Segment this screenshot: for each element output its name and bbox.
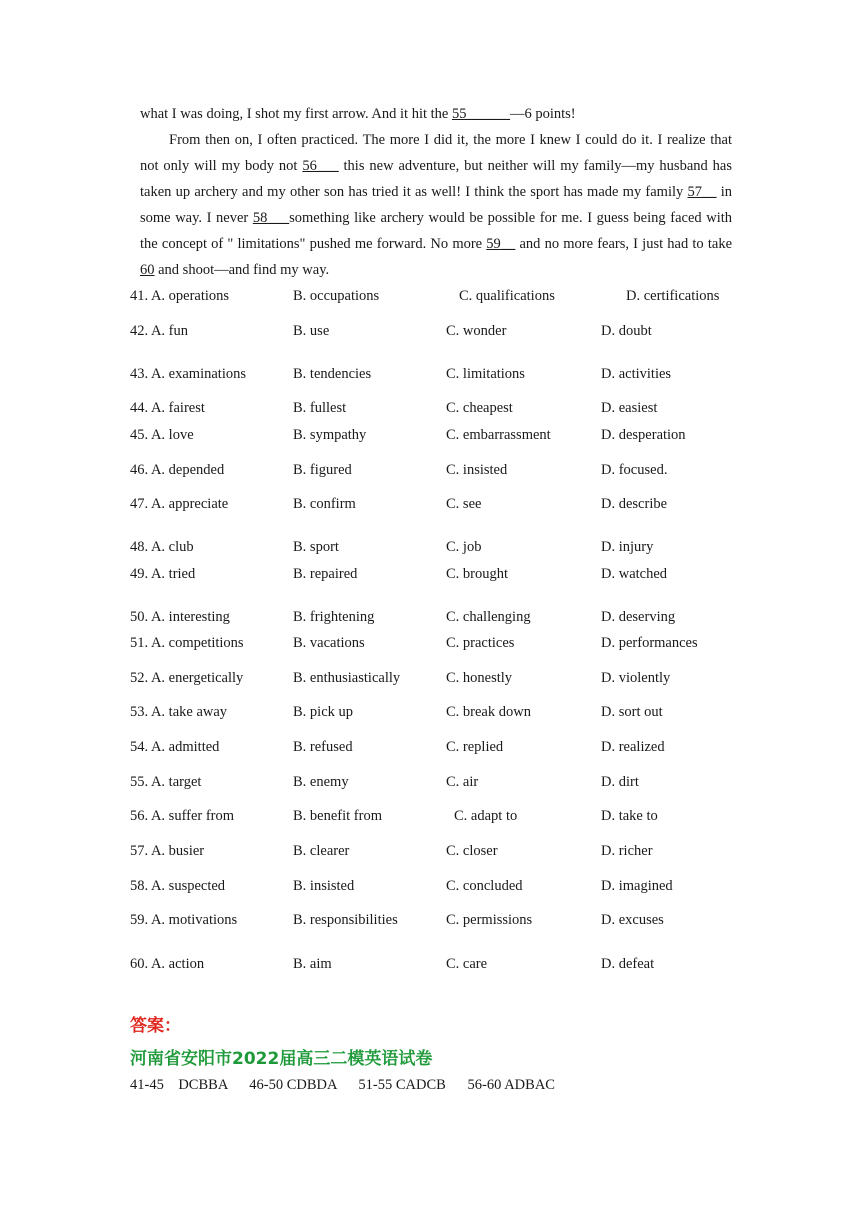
option-b: B. sport bbox=[293, 539, 339, 555]
question-row bbox=[130, 288, 750, 308]
option-a: 45. A. love bbox=[130, 427, 194, 443]
option-a: 49. A. tried bbox=[130, 566, 196, 582]
question-row bbox=[130, 704, 750, 724]
option-d: D. take to bbox=[601, 808, 658, 824]
blank-60: 60 bbox=[140, 262, 155, 278]
option-d: D. performances bbox=[601, 635, 698, 651]
question-row bbox=[130, 323, 750, 343]
option-a: 52. A. energetically bbox=[130, 670, 244, 686]
blank-56: 56___ bbox=[302, 158, 339, 174]
option-b: B. enthusiastically bbox=[293, 670, 401, 686]
option-d: D. focused. bbox=[601, 462, 668, 478]
option-b: B. confirm bbox=[293, 496, 356, 512]
answer-heading: 答案： bbox=[130, 1016, 181, 1036]
answer-key: 41-45 DCBBA 46-50 CDBDA 51-55 CADCB 56-60 ADBAC bbox=[130, 1077, 555, 1093]
option-c: C. practices bbox=[446, 635, 515, 651]
option-c: C. concluded bbox=[446, 878, 523, 894]
option-a: 50. A. interesting bbox=[130, 609, 230, 625]
option-d: D. deserving bbox=[601, 609, 676, 625]
option-d: D. doubt bbox=[601, 323, 652, 339]
option-b: B. aim bbox=[293, 956, 332, 972]
question-row bbox=[130, 539, 750, 559]
option-c: C. air bbox=[446, 774, 479, 790]
option-d: D. realized bbox=[601, 739, 665, 755]
option-a: 55. A. target bbox=[130, 774, 202, 790]
option-d: D. dirt bbox=[601, 774, 639, 790]
option-d: D. defeat bbox=[601, 956, 655, 972]
option-d: D. imagined bbox=[601, 878, 673, 894]
blank-57: 57__ bbox=[687, 184, 717, 200]
option-c: C. replied bbox=[446, 739, 504, 755]
option-d: D. violently bbox=[601, 670, 671, 686]
passage-text: something like archery would be possible for me. I guess being faced with the concept of " limitations" pushed me forward. No more bbox=[140, 210, 732, 252]
question-row bbox=[130, 462, 750, 482]
option-a: 60. A. action bbox=[130, 956, 205, 972]
option-d: D. injury bbox=[601, 539, 654, 555]
option-a: 47. A. appreciate bbox=[130, 496, 229, 512]
option-a: 41. A. operations bbox=[130, 288, 230, 304]
option-c: C. job bbox=[446, 539, 482, 555]
option-a: 58. A. suspected bbox=[130, 878, 226, 894]
option-c: C. permissions bbox=[446, 912, 533, 928]
passage-line-1 bbox=[140, 101, 732, 127]
passage-text: this new adventure, but neither will my family—my husband has taken up archery and my other son has tried it as well! I think the sport has made my family bbox=[140, 158, 733, 200]
option-a: 44. A. fairest bbox=[130, 400, 205, 416]
option-b: B. vacations bbox=[293, 635, 365, 651]
option-a: 48. A. club bbox=[130, 539, 194, 555]
question-row bbox=[130, 739, 750, 759]
option-b: B. enemy bbox=[293, 774, 349, 790]
option-b: B. responsibilities bbox=[293, 912, 398, 928]
option-b: B. use bbox=[293, 323, 330, 339]
question-row bbox=[130, 912, 750, 932]
option-c: C. challenging bbox=[446, 609, 531, 625]
option-a: 56. A. suffer from bbox=[130, 808, 235, 824]
question-row bbox=[130, 878, 750, 898]
passage-paragraph-2 bbox=[140, 127, 732, 283]
passage-text: and no more fears, I just had to take bbox=[515, 236, 733, 252]
exam-title: 河南省安阳市2022届高三二模英语试卷 bbox=[130, 1049, 433, 1069]
option-c: C. see bbox=[446, 496, 482, 512]
option-b: B. benefit from bbox=[293, 808, 382, 824]
option-d: D. richer bbox=[601, 843, 653, 859]
option-a: 53. A. take away bbox=[130, 704, 228, 720]
question-row bbox=[130, 566, 750, 586]
option-d: D. sort out bbox=[601, 704, 663, 720]
question-row bbox=[130, 843, 750, 863]
option-c: C. brought bbox=[446, 566, 509, 582]
option-c: C. qualifications bbox=[459, 288, 555, 304]
option-b: B. fullest bbox=[293, 400, 347, 416]
question-row bbox=[130, 956, 750, 976]
option-a: 59. A. motivations bbox=[130, 912, 238, 928]
option-b: B. figured bbox=[293, 462, 352, 478]
option-d: D. activities bbox=[601, 366, 672, 382]
question-row bbox=[130, 366, 750, 386]
question-row bbox=[130, 496, 750, 516]
question-row bbox=[130, 635, 750, 655]
question-row bbox=[130, 808, 750, 828]
option-c: C. closer bbox=[446, 843, 498, 859]
option-b: B. insisted bbox=[293, 878, 355, 894]
option-c: C. wonder bbox=[446, 323, 507, 339]
option-a: 51. A. competitions bbox=[130, 635, 244, 651]
option-b: B. sympathy bbox=[293, 427, 367, 443]
passage-text: —6 points! bbox=[509, 106, 576, 122]
option-b: B. clearer bbox=[293, 843, 350, 859]
option-a: 46. A. depended bbox=[130, 462, 225, 478]
option-d: D. desperation bbox=[601, 427, 686, 443]
question-row bbox=[130, 400, 750, 420]
option-b: B. pick up bbox=[293, 704, 354, 720]
option-a: 43. A. examinations bbox=[130, 366, 246, 382]
question-row bbox=[130, 609, 750, 629]
passage-text: and shoot—and find my way. bbox=[154, 262, 330, 278]
option-c: C. embarrassment bbox=[446, 427, 551, 443]
option-c: C. limitations bbox=[446, 366, 525, 382]
option-d: D. excuses bbox=[601, 912, 664, 928]
option-c: C. cheapest bbox=[446, 400, 513, 416]
question-row bbox=[130, 670, 750, 690]
question-row bbox=[130, 427, 750, 447]
option-b: B. tendencies bbox=[293, 366, 372, 382]
blank-59: 59__ bbox=[486, 236, 516, 252]
option-d: D. easiest bbox=[601, 400, 658, 416]
option-b: B. frightening bbox=[293, 609, 375, 625]
option-c: C. care bbox=[446, 956, 488, 972]
option-d: D. describe bbox=[601, 496, 668, 512]
option-b: B. repaired bbox=[293, 566, 358, 582]
option-d: D. certifications bbox=[626, 288, 720, 304]
passage-text: in some way. I never bbox=[140, 184, 733, 226]
option-a: 54. A. admitted bbox=[130, 739, 220, 755]
passage-text: what I was doing, I shot my first arrow. And it hit the bbox=[140, 106, 452, 122]
option-b: B. occupations bbox=[293, 288, 380, 304]
passage-text: From then on, I often practiced. The more I did it, the more I knew I could do it. I realize that not only will my body not bbox=[140, 132, 732, 174]
option-b: B. refused bbox=[293, 739, 353, 755]
option-c: C. insisted bbox=[446, 462, 508, 478]
option-d: D. watched bbox=[601, 566, 668, 582]
blank-58: 58___ bbox=[252, 210, 290, 226]
option-a: 57. A. busier bbox=[130, 843, 205, 859]
option-c: C. break down bbox=[446, 704, 531, 720]
option-c: C. adapt to bbox=[454, 808, 518, 824]
question-row bbox=[130, 774, 750, 794]
option-c: C. honestly bbox=[446, 670, 513, 686]
option-a: 42. A. fun bbox=[130, 323, 188, 339]
blank-55: 55______ bbox=[451, 106, 510, 122]
